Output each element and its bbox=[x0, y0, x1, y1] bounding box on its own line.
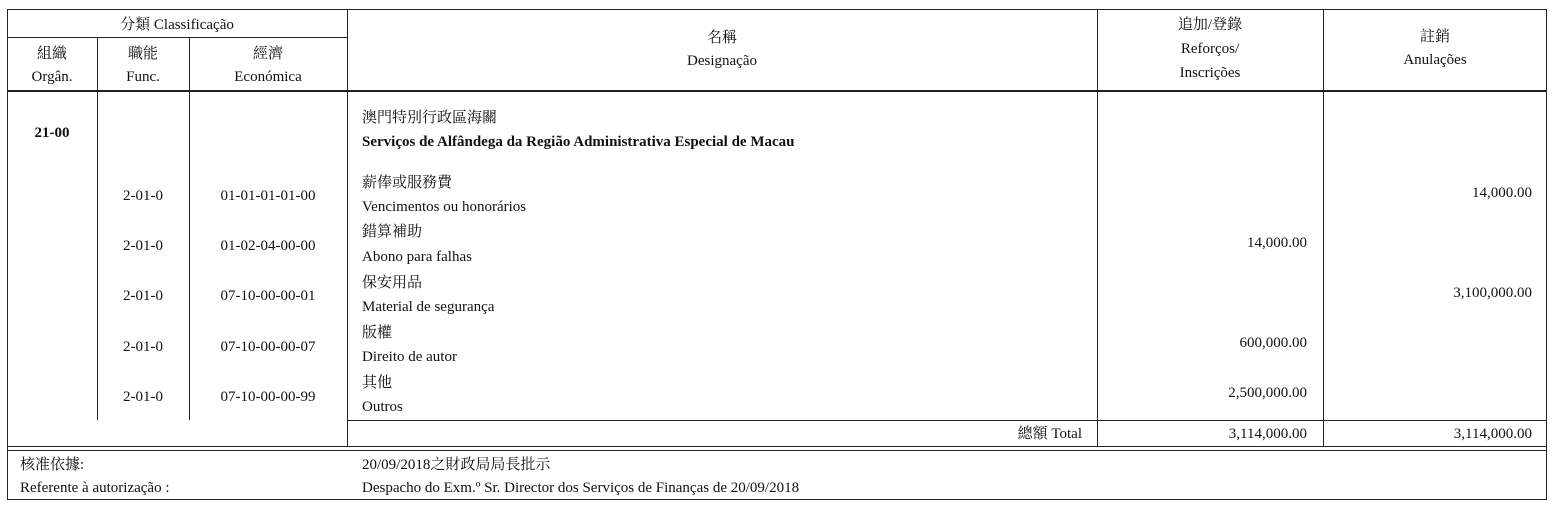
total-reforcos-value: 3,114,000.00 bbox=[1228, 426, 1307, 442]
row-name-zh: 錯算補助 bbox=[362, 224, 423, 240]
header-classification: 分類 Classificação bbox=[120, 17, 234, 33]
header-designation-pt: Designação bbox=[687, 53, 757, 69]
row-func-code: 2-01-0 bbox=[123, 288, 163, 304]
row-name-pt: Outros bbox=[362, 399, 403, 415]
header-reforcos-zh: 追加/登錄 bbox=[1177, 17, 1243, 33]
header-func-pt: Func. bbox=[126, 69, 160, 85]
total-label: 總額 Total bbox=[1017, 426, 1082, 442]
row-name-zh: 版權 bbox=[362, 325, 393, 341]
header-bottom-line bbox=[7, 90, 1547, 92]
header-econ-pt: Económica bbox=[234, 69, 302, 85]
header-anulacoes-pt: Anulações bbox=[1403, 52, 1467, 68]
entity-name-zh: 澳門特別行政區海關 bbox=[362, 110, 498, 126]
row-name-pt: Direito de autor bbox=[362, 349, 457, 365]
col-divider-func bbox=[189, 37, 190, 420]
row-name-pt: Vencimentos ou honorários bbox=[362, 199, 527, 215]
header-func-zh: 職能 bbox=[127, 46, 158, 62]
row-reforcos-value: 14,000.00 bbox=[1247, 235, 1307, 251]
row-econ-code: 07-10-00-00-99 bbox=[220, 389, 316, 405]
row-func-code: 2-01-0 bbox=[123, 238, 163, 254]
header-organ-pt: Orgân. bbox=[31, 69, 73, 85]
header-reforcos-pt1: Reforços/ bbox=[1180, 41, 1240, 57]
row-econ-code: 07-10-00-00-01 bbox=[220, 288, 316, 304]
total-anulacoes-value: 3,114,000.00 bbox=[1453, 426, 1532, 442]
authorization-label-zh: 核准依據: bbox=[20, 457, 85, 473]
row-func-code: 2-01-0 bbox=[123, 389, 163, 405]
row-name-pt: Material de segurança bbox=[362, 299, 495, 315]
row-anulacoes-value: 14,000.00 bbox=[1472, 185, 1532, 201]
classification-divider bbox=[7, 37, 347, 38]
row-anulacoes-value: 3,100,000.00 bbox=[1453, 285, 1532, 301]
authorization-text-zh: 20/09/2018之財政局局長批示 bbox=[362, 457, 551, 473]
row-name-zh: 保安用品 bbox=[362, 275, 423, 291]
row-econ-code: 01-01-01-01-00 bbox=[220, 188, 316, 204]
authorization-text-pt: Despacho do Exm.º Sr. Director dos Serviços de Finanças de 20/09/2018 bbox=[362, 480, 800, 496]
footer-top-line bbox=[7, 450, 1547, 451]
header-organ-zh: 組織 bbox=[36, 46, 67, 62]
header-reforcos-pt2: Inscrições bbox=[1179, 65, 1241, 81]
header-designation-zh: 名稱 bbox=[706, 30, 737, 46]
row-name-zh: 薪俸或服務費 bbox=[362, 175, 453, 191]
authorization-label-pt: Referente à autorização : bbox=[20, 480, 170, 496]
row-reforcos-value: 600,000.00 bbox=[1239, 335, 1307, 351]
row-econ-code: 01-02-04-00-00 bbox=[220, 238, 316, 254]
total-top-line bbox=[347, 420, 1547, 421]
row-func-code: 2-01-0 bbox=[123, 339, 163, 355]
header-econ-zh: 經濟 bbox=[252, 46, 283, 62]
header-anulacoes-zh: 註銷 bbox=[1419, 29, 1450, 45]
total-bottom-line bbox=[7, 446, 1547, 447]
col-divider-reforcos bbox=[1323, 9, 1324, 446]
row-econ-code: 07-10-00-00-07 bbox=[220, 339, 316, 355]
col-divider-organ bbox=[97, 37, 98, 420]
row-name-pt: Abono para falhas bbox=[362, 249, 472, 265]
row-name-zh: 其他 bbox=[362, 375, 393, 391]
entity-name-pt: Serviços de Alfândega da Região Administrativa Especial de Macau bbox=[362, 134, 795, 150]
row-func-code: 2-01-0 bbox=[123, 188, 163, 204]
entity-organ-code: 21-00 bbox=[34, 125, 70, 141]
row-reforcos-value: 2,500,000.00 bbox=[1228, 385, 1307, 401]
col-divider-econ bbox=[347, 9, 348, 446]
